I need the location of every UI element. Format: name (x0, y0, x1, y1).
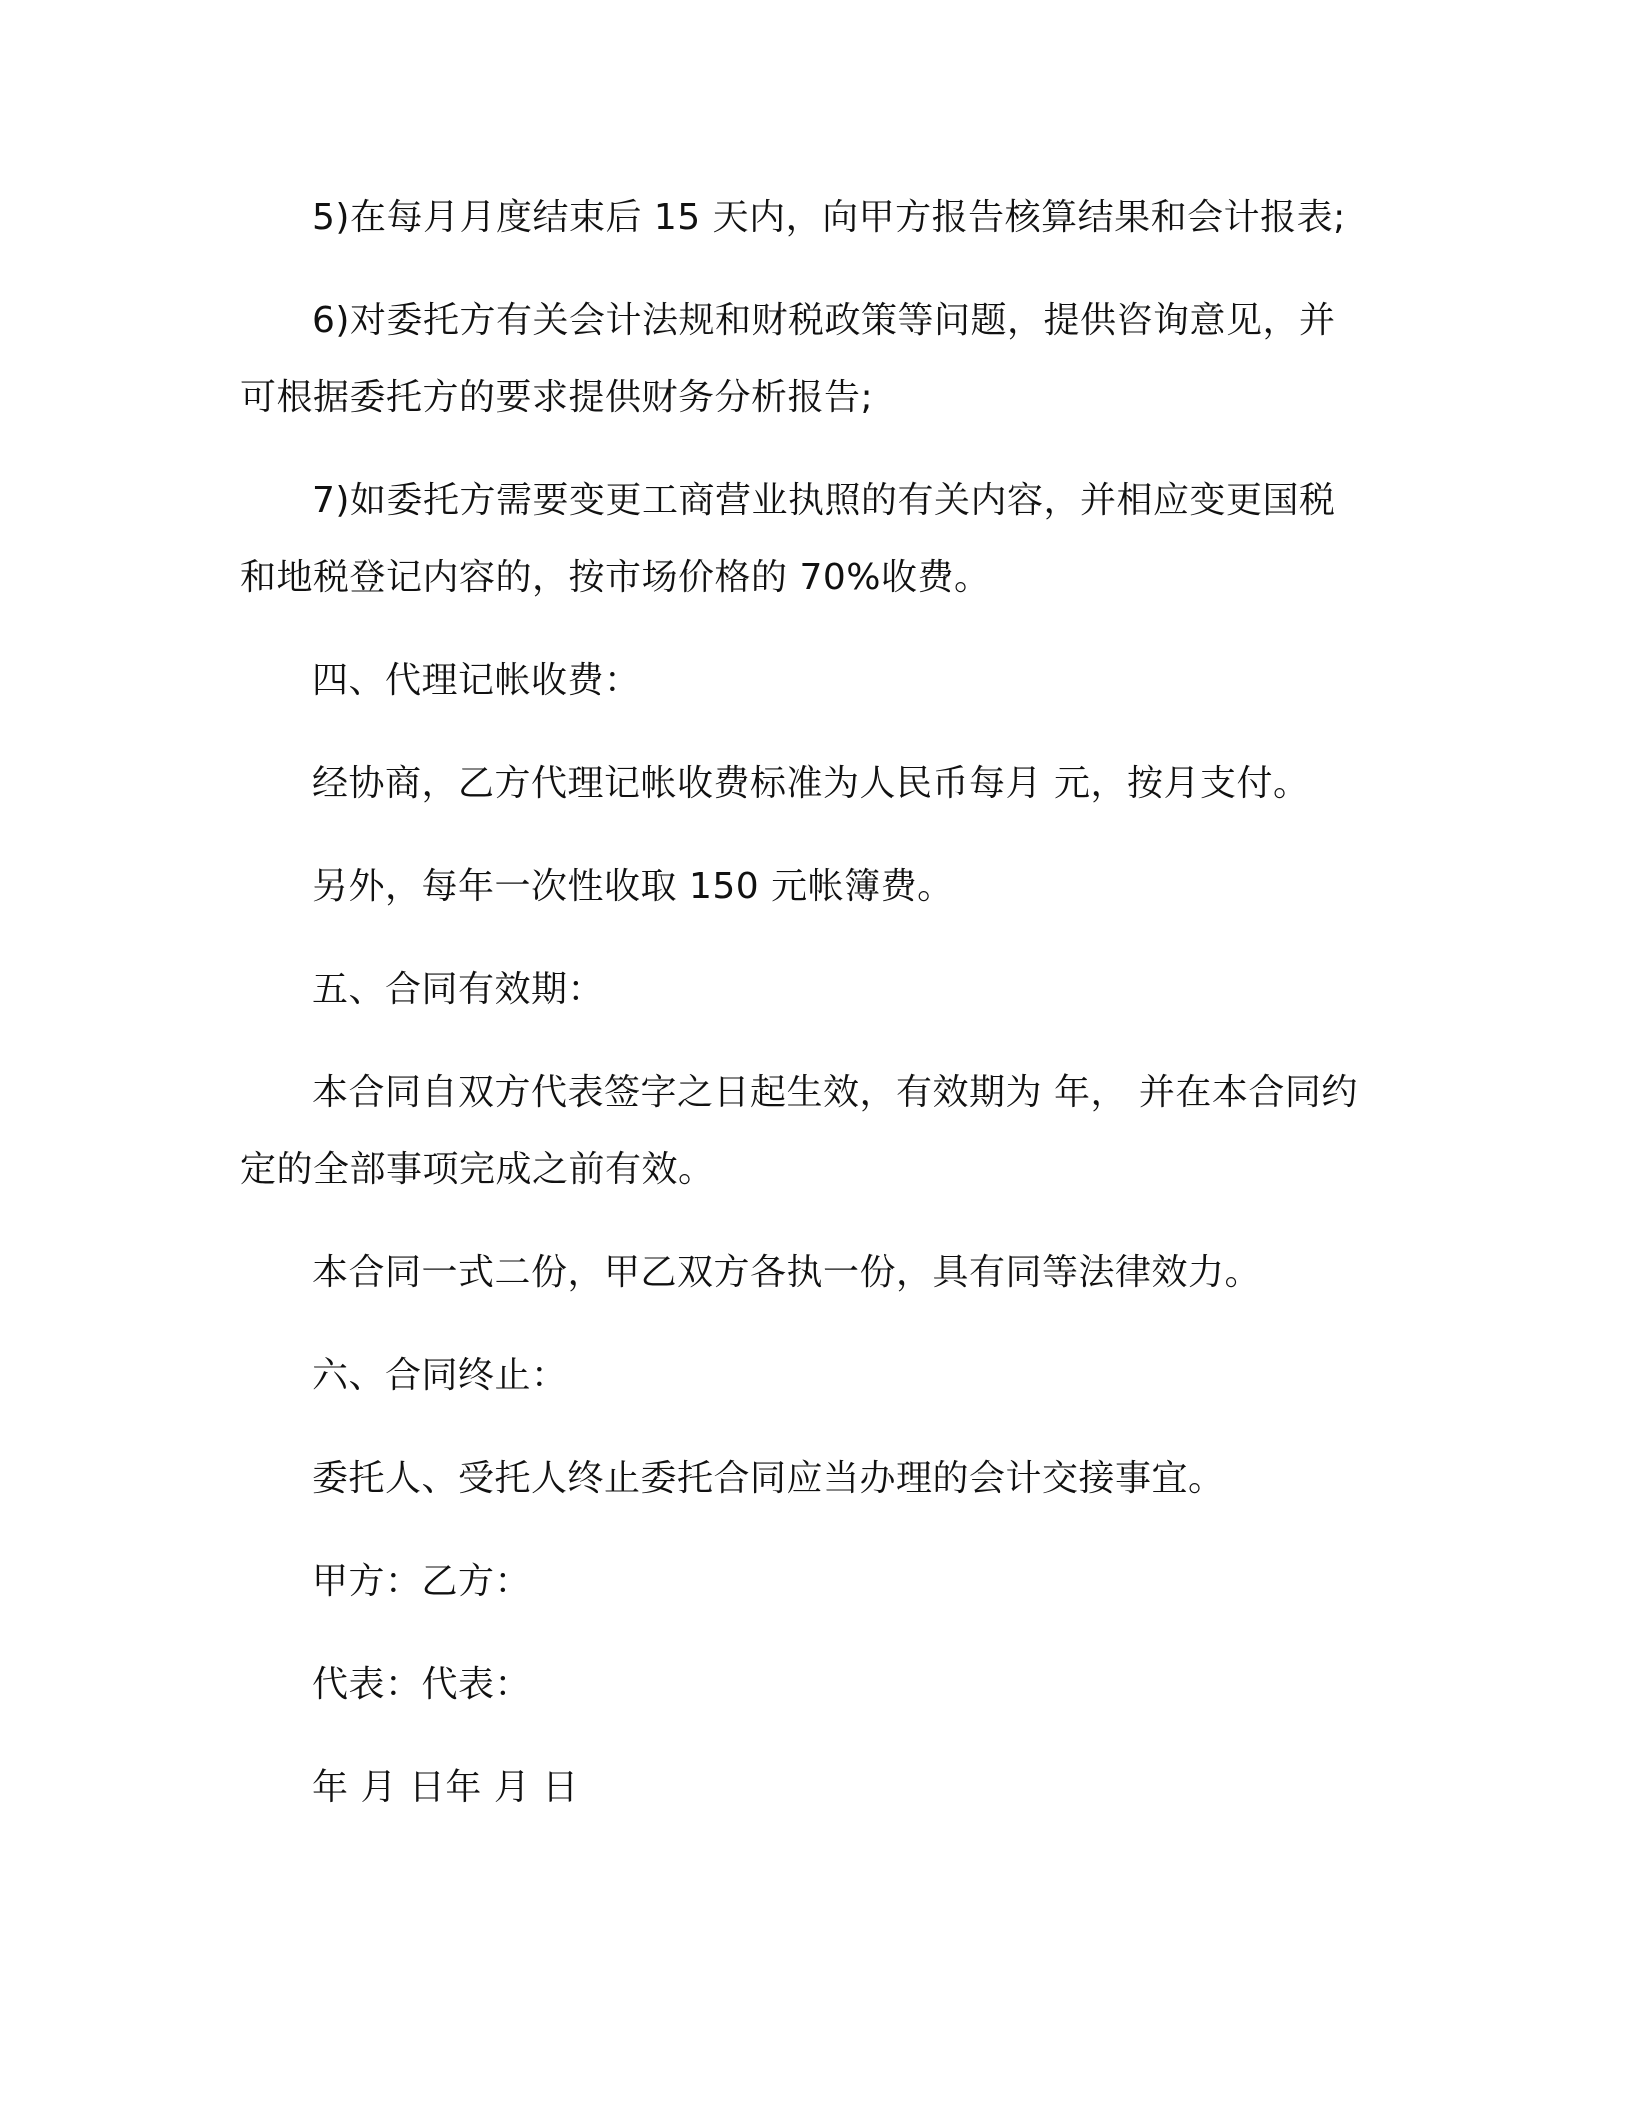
section-heading-4: 四、代理记帐收费： (312, 660, 641, 701)
fee-extra-paragraph: 另外，每年一次性收取 150 元帐簿费。 (312, 866, 954, 907)
clause-5-line-1: 5)在每月月度结束后 15 天内，向甲方报告核算结果和会计报表; (312, 197, 1346, 238)
validity-line-2: 定的全部事项完成之前有效。 (240, 1149, 715, 1190)
validity-line-1: 本合同自双方代表签字之日起生效，有效期为 年， 并在本合同约 (312, 1072, 1358, 1113)
termination-paragraph: 委托人、受托人终止委托合同应当办理的会计交接事宜。 (312, 1458, 1225, 1499)
copies-paragraph: 本合同一式二份，甲乙双方各执一份，具有同等法律效力。 (312, 1252, 1262, 1293)
representatives-line: 代表：代表： (312, 1664, 532, 1705)
dates-line: 年 月 日年 月 日 (312, 1767, 579, 1808)
parties-line: 甲方：乙方： (312, 1561, 532, 1602)
clause-7-line-1: 7)如委托方需要变更工商营业执照的有关内容，并相应变更国税 (312, 480, 1336, 521)
fee-paragraph: 经协商，乙方代理记帐收费标准为人民币每月 元，按月支付。 (312, 763, 1310, 804)
clause-7-line-2: 和地税登记内容的，按市场价格的 70%收费。 (240, 557, 991, 598)
section-heading-5: 五、合同有效期： (312, 969, 605, 1010)
clause-6-line-2: 可根据委托方的要求提供财务分析报告; (240, 377, 874, 418)
section-heading-6: 六、合同终止： (312, 1355, 568, 1396)
clause-6-line-1: 6)对委托方有关会计法规和财税政策等问题，提供咨询意见，并 (312, 300, 1336, 341)
